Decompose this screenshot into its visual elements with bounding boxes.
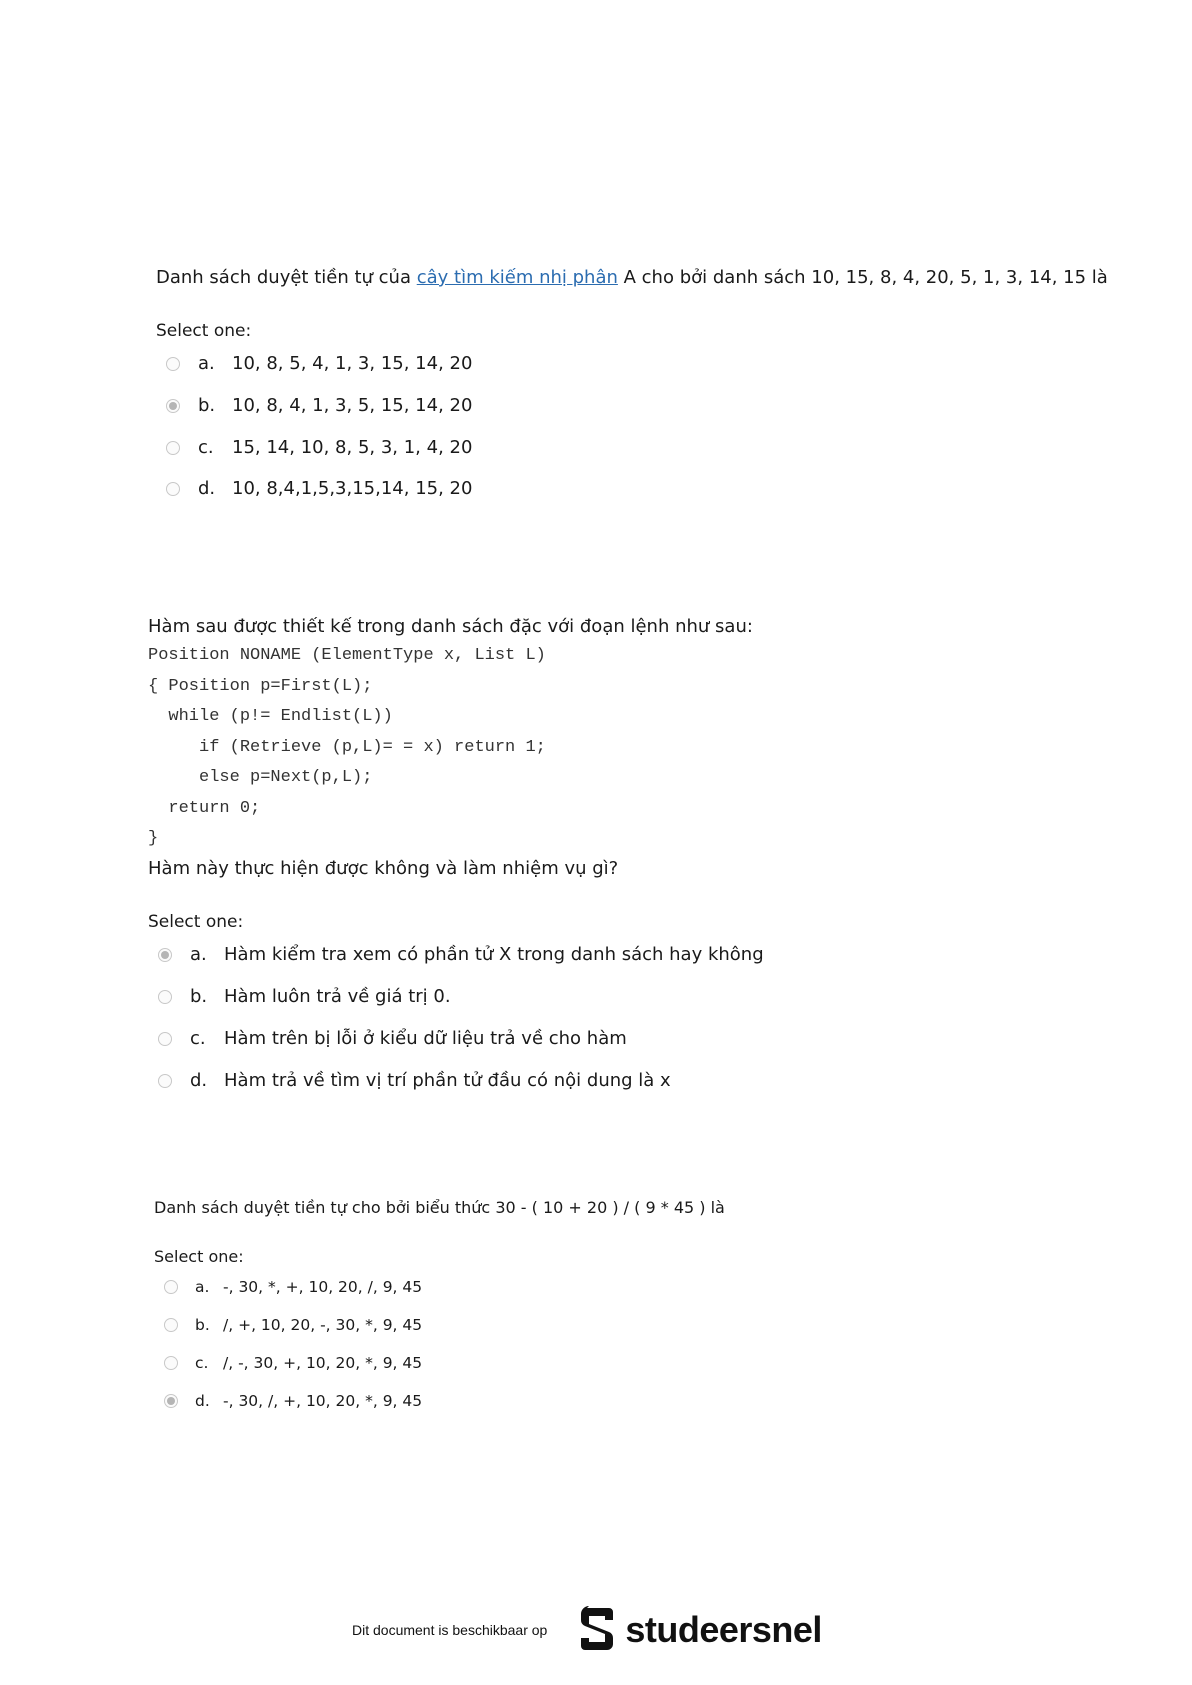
question-1-prompt-text-end: A cho bởi danh sách 10, 15, 8, 4, 20, 5, 1, 3, 14, 15 là <box>617 267 1108 288</box>
option-letter: a. <box>190 943 207 965</box>
option-letter: b. <box>198 395 216 416</box>
option-a[interactable] <box>164 1276 725 1298</box>
option-text: Hàm kiểm tra xem có phần tử X trong danh sách hay không <box>224 943 764 965</box>
option-letter: d. <box>190 1069 208 1091</box>
radio-option-a[interactable] <box>166 357 180 371</box>
radio-option-b[interactable] <box>158 990 172 1004</box>
radio-option-b[interactable] <box>164 1318 178 1332</box>
code-line: { Position p=First(L); <box>148 676 373 696</box>
option-d[interactable] <box>164 1390 725 1412</box>
binary-search-tree-link[interactable]: cây tìm kiếm nhị phân <box>416 267 618 288</box>
studeersnel-logo-icon <box>573 1604 621 1656</box>
option-c[interactable] <box>166 437 1108 459</box>
option-text: /, +, 10, 20, -, 30, *, 9, 45 <box>223 1316 423 1334</box>
option-a[interactable] <box>166 353 1108 375</box>
radio-option-a[interactable] <box>158 948 172 962</box>
code-line: else p=Next(p,L); <box>148 768 373 787</box>
code-line: Position NONAME (ElementType x, List L) <box>148 646 546 665</box>
studeersnel-wordmark: studeersnel <box>625 1609 822 1650</box>
radio-option-c[interactable] <box>166 441 180 455</box>
code-line: if (Retrieve (p,L)= = x) return 1; <box>148 737 546 757</box>
option-letter: d. <box>198 478 216 499</box>
code-block <box>148 641 764 855</box>
studeersnel-brand[interactable] <box>573 1604 822 1656</box>
option-letter: b. <box>190 985 208 1007</box>
question-3 <box>154 1196 725 1412</box>
option-text: 15, 14, 10, 8, 5, 3, 1, 4, 20 <box>232 437 473 458</box>
option-letter: c. <box>195 1354 209 1372</box>
option-d[interactable] <box>166 478 1108 500</box>
option-text: 10, 8, 4, 1, 3, 5, 15, 14, 20 <box>232 395 473 416</box>
select-one-label: Select one: <box>148 911 244 932</box>
option-text: 10, 8, 5, 4, 1, 3, 15, 14, 20 <box>232 353 473 374</box>
option-letter: c. <box>190 1027 206 1049</box>
option-letter: c. <box>198 437 214 458</box>
option-letter: b. <box>195 1316 210 1334</box>
option-c[interactable] <box>158 1028 764 1050</box>
select-one-label: Select one: <box>156 321 252 341</box>
radio-option-d[interactable] <box>164 1394 178 1408</box>
question-3-prompt: Danh sách duyệt tiền tự cho bởi biểu thức 30 - ( 10 + 20 ) / ( 9 * 45 ) là <box>154 1198 725 1217</box>
radio-option-b[interactable] <box>166 399 180 413</box>
option-text: 10, 8,4,1,5,3,15,14, 15, 20 <box>232 478 473 499</box>
option-letter: d. <box>195 1392 210 1410</box>
question-1 <box>156 266 1108 500</box>
option-text: /, -, 30, +, 10, 20, *, 9, 45 <box>223 1354 423 1372</box>
code-line: return 0; <box>148 798 261 818</box>
option-b[interactable] <box>164 1314 725 1336</box>
option-c[interactable] <box>164 1352 725 1374</box>
option-letter: a. <box>195 1278 210 1296</box>
question-2-question: Hàm này thực hiện được không và làm nhiệm vụ gì? <box>148 857 619 879</box>
radio-option-c[interactable] <box>164 1356 178 1370</box>
option-text: Hàm trả về tìm vị trí phần tử đầu có nội dung là x <box>224 1069 671 1091</box>
radio-option-a[interactable] <box>164 1280 178 1294</box>
question-2-intro: Hàm sau được thiết kế trong danh sách đặc với đoạn lệnh như sau: <box>148 616 753 637</box>
option-letter: a. <box>198 353 215 374</box>
question-1-prompt-text: Danh sách duyệt tiền tự của <box>156 267 417 288</box>
option-text: -, 30, *, +, 10, 20, /, 9, 45 <box>223 1278 423 1296</box>
option-text: Hàm luôn trả về giá trị 0. <box>224 985 451 1007</box>
code-line: } <box>148 829 159 848</box>
option-a[interactable] <box>158 944 764 966</box>
code-line: while (p!= Endlist(L)) <box>148 707 393 726</box>
question-1-prompt <box>156 266 1108 290</box>
select-one-label: Select one: <box>154 1247 244 1266</box>
option-d[interactable] <box>158 1070 764 1092</box>
question-2 <box>148 615 764 1092</box>
radio-option-c[interactable] <box>158 1032 172 1046</box>
footer-text: Dit document is beschikbaar op <box>352 1622 548 1638</box>
radio-option-d[interactable] <box>166 482 180 496</box>
footer <box>352 1604 822 1656</box>
option-b[interactable] <box>158 986 764 1008</box>
option-text: -, 30, /, +, 10, 20, *, 9, 45 <box>223 1392 423 1410</box>
radio-option-d[interactable] <box>158 1074 172 1088</box>
option-b[interactable] <box>166 395 1108 417</box>
option-text: Hàm trên bị lỗi ở kiểu dữ liệu trả về cho hàm <box>224 1027 627 1049</box>
